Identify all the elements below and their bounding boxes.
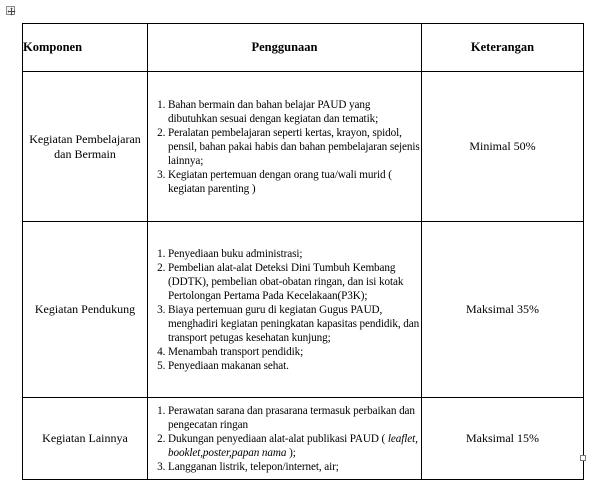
list-item-italic-text: leaflet, booklet,poster,papan nama [168, 432, 418, 459]
cell-komponen: Kegiatan Pembelajaran dan Bermain [23, 72, 148, 222]
table-row [23, 398, 584, 480]
list-item: 2. Peralatan pembelajaran seperti kertas, krayon, spidol, pensil, bahan pakai habis dan bahan pembelajaran sejenis lainnya; [168, 126, 421, 168]
usage-list [148, 404, 421, 474]
list-item: 2. Pembelian alat-alat Deteksi Dini Tumbuh Kembang (DDTK), pembelian obat-obatan ringan, dan isi kotak Pertolongan Pertama Pada Kecelakaan(P3K); [168, 261, 421, 303]
cell-keterangan: Minimal 50% [422, 72, 584, 222]
cell-penggunaan [148, 398, 422, 480]
table-header-row [23, 24, 584, 72]
list-item: 1. Perawatan sarana dan prasarana termasuk perbaikan dan pengecatan ringan [168, 404, 421, 432]
table-resize-handle-icon[interactable] [580, 455, 586, 461]
cell-komponen: Kegiatan Pendukung [23, 222, 148, 398]
list-item: 1. Penyediaan buku administrasi; [168, 247, 421, 261]
usage-list [148, 98, 421, 196]
cell-penggunaan [148, 222, 422, 398]
table-row [23, 222, 584, 398]
header-keterangan: Keterangan [422, 24, 584, 72]
list-item-text: Dukungan penyediaan alat-alat publikasi PAUD ( [168, 432, 388, 445]
list-item: 4. Menambah transport pendidik; [168, 345, 421, 359]
list-item: 3. Kegiatan pertemuan dengan orang tua/wali murid ( kegiatan parenting ) [168, 168, 421, 196]
cell-penggunaan [148, 72, 422, 222]
header-komponen: Komponen [23, 24, 148, 72]
cell-keterangan: Maksimal 35% [422, 222, 584, 398]
allocation-table [22, 23, 584, 480]
table-move-handle-icon[interactable] [6, 6, 15, 15]
header-penggunaan: Penggunaan [148, 24, 422, 72]
list-item: 3. Biaya pertemuan guru di kegiatan Gugus PAUD, menghadiri kegiatan peningkatan kapasitas pendidik, dan transport petugas kesehatan kunjung; [168, 303, 421, 345]
usage-list [148, 247, 421, 373]
list-item-text: ); [286, 446, 296, 459]
list-item: 5. Penyediaan makanan sehat. [168, 359, 421, 373]
cell-komponen: Kegiatan Lainnya [23, 398, 148, 480]
list-item [168, 432, 421, 460]
list-item: 3. Langganan listrik, telepon/internet, air; [168, 460, 421, 474]
list-item: 1. Bahan bermain dan bahan belajar PAUD yang dibutuhkan sesuai dengan kegiatan dan tematik; [168, 98, 421, 126]
cell-keterangan: Maksimal 15% [422, 398, 584, 480]
table-row [23, 72, 584, 222]
